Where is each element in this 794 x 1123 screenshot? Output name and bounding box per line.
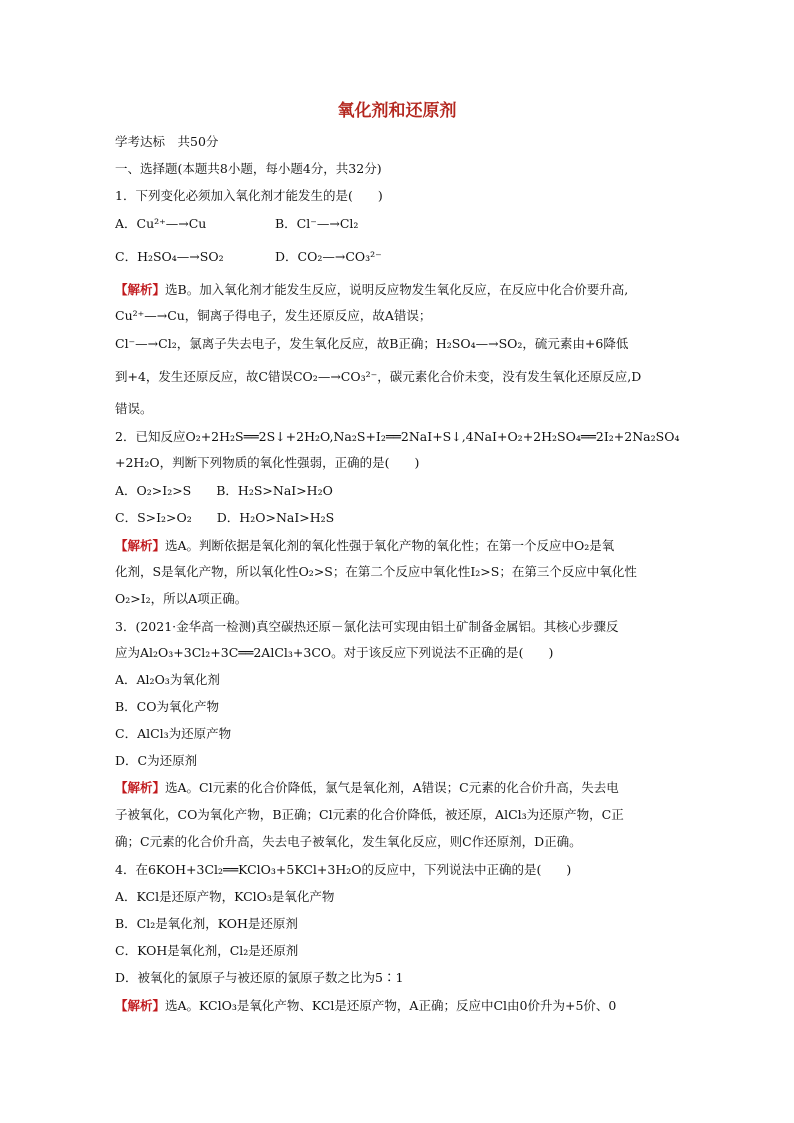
explanation-line: Cu²⁺—→Cu，铜离子得电子，发生还原反应，故A错误； xyxy=(115,308,432,323)
section-heading: 一、选择题(本题共8小题，每小题4分，共32分) xyxy=(115,161,382,176)
option-c: C．H₂SO₄—→SO₂ xyxy=(115,249,224,264)
explanation-line: O₂>I₂，所以A项正确。 xyxy=(115,591,248,606)
question-2-stem: 2．已知反应O₂+2H₂S══2S↓+2H₂O,Na₂S+I₂══2NaI+S↓,4NaI+O₂+2H₂SO₄══2I₂+2Na₂SO₄ xyxy=(115,429,680,444)
option-c: C．KOH是氧化剂，Cl₂是还原剂 xyxy=(115,943,299,958)
explanation-line: 确；C元素的化合价升高，失去电子被氧化，发生氧化反应，则C作还原剂，D正确。 xyxy=(115,834,582,849)
question-2-explanation: 【解析】选A。判断依据是氧化剂的氧化性强于氧化产物的氧化性；在第一个反应中O₂是氧 xyxy=(115,538,615,553)
question-2-stem-cont: +2H₂O，判断下列物质的氧化性强弱，正确的是( ) xyxy=(115,455,420,470)
option-d: D．被氧化的氯原子与被还原的氯原子数之比为5∶1 xyxy=(115,970,404,985)
question-2-options-ab: A．O₂>I₂>S B．H₂S>NaI>H₂O xyxy=(115,483,333,498)
option-a: A．KCl是还原产物，KClO₃是氧化产物 xyxy=(115,889,335,904)
explanation-line: 化剂，S是氧化产物，所以氧化性O₂>S；在第二个反应中氧化性I₂>S；在第三个反应中氧化性 xyxy=(115,564,637,579)
explanation-tag: 【解析】 xyxy=(115,538,166,553)
explanation-tag: 【解析】 xyxy=(115,282,166,297)
question-1-explanation: 【解析】选B。加入氧化剂才能发生反应，说明反应物发生氧化反应，在反应中化合价要升高, xyxy=(115,282,629,297)
option-d: D．C为还原剂 xyxy=(115,753,198,768)
explanation-line: 错误。 xyxy=(115,401,153,416)
option-b: B．CO为氧化产物 xyxy=(115,699,219,714)
explanation-line: 子被氧化，CO为氧化产物，B正确；Cl元素的化合价降低，被还原，AlCl₃为还原产物，C正 xyxy=(115,807,624,822)
option-a: A．Al₂O₃为氧化剂 xyxy=(115,672,220,687)
option-a: A．Cu²⁺—→Cu xyxy=(115,216,207,231)
option-c: C．AlCl₃为还原产物 xyxy=(115,726,232,741)
question-3-explanation: 【解析】选A。Cl元素的化合价降低，氯气是氧化剂，A错误；C元素的化合价升高，失去电 xyxy=(115,780,619,795)
question-4-explanation: 【解析】选A。KClO₃是氧化产物、KCl是还原产物，A正确；反应中Cl由0价升为+5价、0 xyxy=(115,998,617,1013)
question-4-stem: 4．在6KOH+3Cl₂══KClO₃+5KCl+3H₂O的反应中，下列说法中正确的是( ) xyxy=(115,862,572,877)
page-title: 氧化剂和还原剂 xyxy=(337,101,457,121)
question-3-stem-cont: 应为Al₂O₃+3Cl₂+3C══2AlCl₃+3CO。对于该反应下列说法不正确的是( ) xyxy=(115,645,554,660)
question-1-options-cd xyxy=(115,249,685,265)
question-2-options-cd: C．S>I₂>O₂ D．H₂O>NaI>H₂S xyxy=(115,510,335,525)
explanation-tag: 【解析】 xyxy=(115,998,166,1013)
explanation-tag: 【解析】 xyxy=(115,780,166,795)
question-3-stem: 3．(2021·金华高一检测)真空碳热还原－氯化法可实现由铝土矿制备金属铝。其核心步骤反 xyxy=(115,619,619,634)
question-1-stem: 1．下列变化必须加入氧化剂才能发生的是( ) xyxy=(115,188,383,203)
explanation-line: Cl⁻—→Cl₂，氯离子失去电子，发生氧化反应，故B正确；H₂SO₄—→SO₂，硫元素由+6降低 xyxy=(115,336,629,351)
question-1-options-ab xyxy=(115,216,685,232)
explanation-line: 到+4，发生还原反应，故C错误CO₂—→CO₃²⁻，碳元素化合价未变，没有发生氧化还原反应,D xyxy=(115,369,642,384)
option-b: B．Cl⁻—→Cl₂ xyxy=(275,216,359,231)
score-header: 学考达标 共50分 xyxy=(115,134,219,149)
option-d: D．CO₂—→CO₃²⁻ xyxy=(275,249,382,264)
option-b: B．Cl₂是氧化剂，KOH是还原剂 xyxy=(115,916,298,931)
